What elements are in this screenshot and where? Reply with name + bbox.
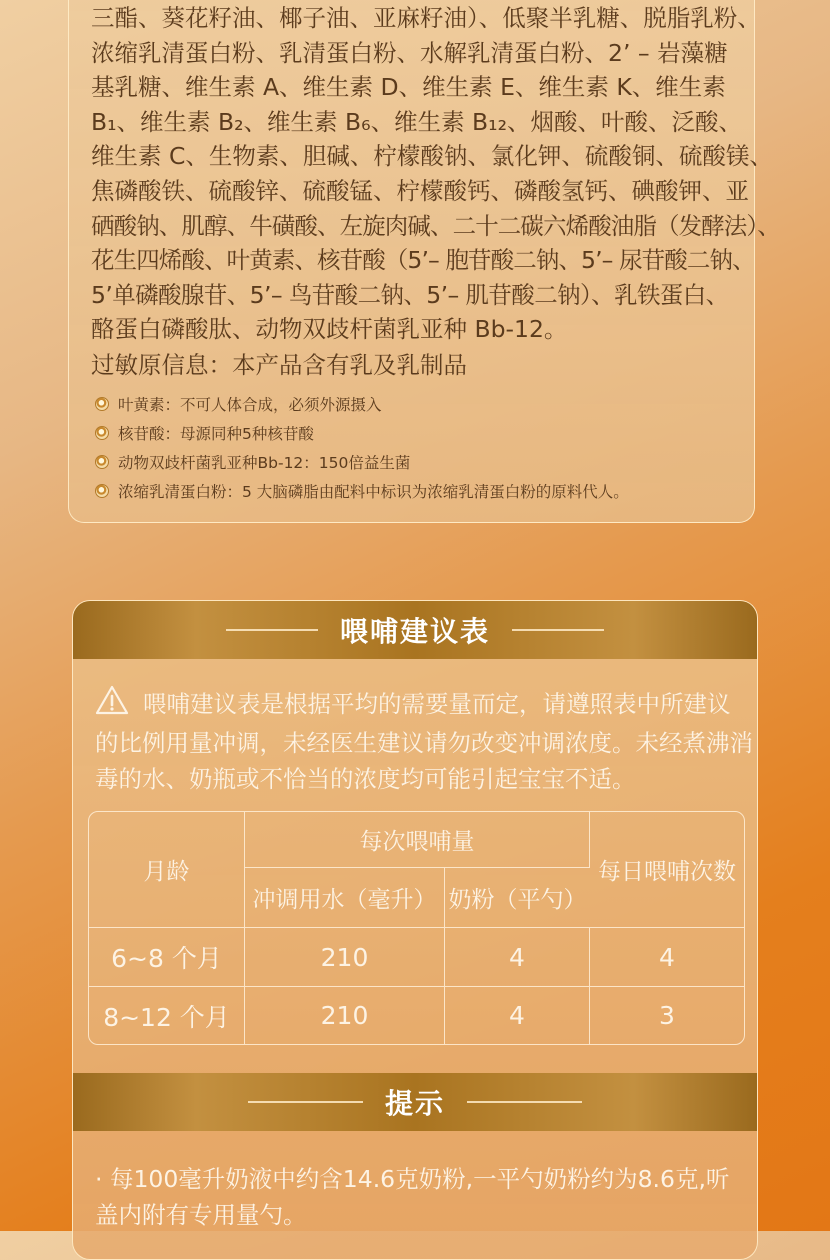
note-text: 动物双歧杆菌乳亚种Bb-12：150倍益生菌 <box>118 453 411 472</box>
feeding-card <box>72 600 758 1260</box>
note-text: 浓缩乳清蛋白粉：5 大脑磷脂由配料中标识为浓缩乳清蛋白粉的原料代人。 <box>118 482 629 501</box>
header-water: 冲调用水（毫升） <box>245 868 445 928</box>
ingredient-line: 硒酸钠、肌醇、牛磺酸、左旋肉碱、二十二碳六烯酸油脂（发酵法）、 <box>91 211 780 240</box>
tips-title: 提示 <box>384 1087 445 1120</box>
ingredients-card <box>68 0 780 523</box>
note-item <box>95 476 629 505</box>
feeding-table <box>88 811 745 1045</box>
cell-water: 210 <box>245 928 445 987</box>
header-daily: 每日喂哺次数 <box>590 812 744 928</box>
header-per-feed: 每次喂哺量 <box>245 812 590 868</box>
feeding-banner <box>73 601 757 659</box>
header-age: 月龄 <box>89 812 245 928</box>
table-row <box>89 928 744 987</box>
bullet-icon <box>95 426 109 440</box>
bullet-icon <box>95 484 109 498</box>
warning-line: 毒的水、奶瓶或不恰当的浓度均可能引起宝宝不适。 <box>95 765 636 793</box>
tips-text <box>95 1161 745 1233</box>
note-text: 叶黄素：不可人体合成，必须外源摄入 <box>118 395 382 414</box>
feeding-title: 喂哺建议表 <box>339 615 490 648</box>
ingredient-line: 维生素 C、生物素、胆碱、柠檬酸钠、氯化钾、硫酸铜、硫酸镁、 <box>91 142 773 171</box>
header-powder: 奶粉（平勺） <box>445 868 590 928</box>
note-item <box>95 447 629 476</box>
bullet-icon <box>95 397 109 411</box>
tips-banner <box>73 1073 757 1131</box>
ingredient-line: 焦磷酸铁、硫酸锌、硫酸锰、柠檬酸钙、磷酸氢钙、碘酸钾、亚 <box>91 176 749 205</box>
feeding-warning <box>95 685 753 797</box>
cell-powder: 4 <box>445 928 590 987</box>
banner-divider <box>512 629 604 631</box>
note-item <box>95 389 629 418</box>
note-item <box>95 418 629 447</box>
ingredient-line: 酪蛋白磷酸肽、动物双歧杆菌乳亚种 Bb-12。 <box>91 315 568 344</box>
ingredient-line: 基乳糖、维生素 A、维生素 D、维生素 E、维生素 K、维生素 <box>91 73 726 102</box>
banner-divider <box>467 1101 582 1103</box>
ingredient-line: B₁、维生素 B₂、维生素 B₆、维生素 B₁₂、烟酸、叶酸、泛酸、 <box>91 107 742 136</box>
warning-icon <box>95 685 129 725</box>
ingredient-line: 浓缩乳清蛋白粉、乳清蛋白粉、水解乳清蛋白粉、2’ – 岩藻糖 <box>91 38 728 67</box>
ingredient-line: 三酯、葵花籽油、椰子油、亚麻籽油）、低聚半乳糖、脱脂乳粉、 <box>91 4 761 32</box>
banner-divider <box>248 1101 363 1103</box>
ingredients-text <box>91 1 780 383</box>
banner-divider <box>226 629 318 631</box>
tip-line: · 每100毫升奶液中约含14.6克奶粉,一平勺奶粉约为8.6克,听 <box>95 1165 730 1193</box>
warning-text: 喂哺建议表是根据平均的需要量而定，请遵照表中所建议 <box>143 690 731 718</box>
warning-line: 的比例用量冲调，未经医生建议请勿改变冲调浓度。未经煮沸消 <box>95 729 753 757</box>
cell-age: 8~12 个月 <box>89 987 245 1044</box>
cell-water: 210 <box>245 987 445 1044</box>
cell-powder: 4 <box>445 987 590 1044</box>
bullet-icon <box>95 455 109 469</box>
ingredient-line: 5’单磷酸腺苷、5’– 鸟苷酸二钠、5’– 肌苷酸二钠）、乳铁蛋白、 <box>91 280 729 309</box>
cell-age: 6~8 个月 <box>89 928 245 987</box>
cell-times: 3 <box>659 1001 675 1030</box>
notes-list <box>95 389 629 505</box>
tip-line: 盖内附有专用量勺。 <box>95 1201 307 1229</box>
warning-line <box>95 685 745 725</box>
allergen-info: 过敏原信息：本产品含有乳及乳制品 <box>91 350 467 379</box>
note-text: 核苷酸：母源同种5种核苷酸 <box>118 424 314 443</box>
ingredient-line: 花生四烯酸、叶黄素、核苷酸（5’– 胞苷酸二钠、5’– 尿苷酸二钠、 <box>91 246 755 275</box>
cell-times: 4 <box>590 928 744 987</box>
table-row <box>89 987 744 1044</box>
